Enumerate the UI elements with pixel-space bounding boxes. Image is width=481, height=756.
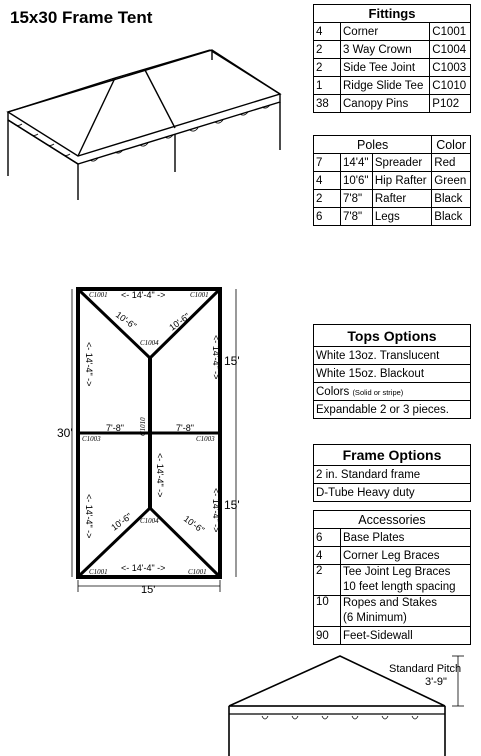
poles-color-header: Color [432, 136, 471, 154]
table-row: 4 Corner Leg Braces [314, 547, 471, 565]
dim-half-length: 15' [224, 498, 240, 512]
dim-hip: 10'-6" [181, 513, 207, 536]
dim-hip: 10'-6" [109, 511, 134, 533]
table-row: Expandable 2 or 3 pieces. [314, 401, 471, 419]
ridge-tee-label: C1010 [139, 417, 147, 436]
fittings-header: Fittings [314, 5, 471, 23]
page-title: 15x30 Frame Tent [10, 8, 153, 27]
dim-side-spreader: <- 14'-4" -> [84, 342, 94, 387]
table-row: D-Tube Heavy duty [314, 484, 471, 502]
tee-label: C1003 [82, 435, 101, 443]
floor-plan [57, 289, 240, 596]
table-row: 7 14'4" Spreader Red [314, 154, 471, 172]
table-row: 4 10'6" Hip Rafter Green [314, 172, 471, 190]
dim-width: 15' [141, 584, 156, 596]
table-row: 2 Tee Joint Leg Braces 10 feet length spacing [314, 565, 471, 596]
dim-hip: 10'-6" [167, 311, 192, 333]
corner-label: C1001 [188, 568, 207, 576]
colors-note: (Solid or stripe) [352, 387, 404, 397]
dim-hip: 10'-6" [113, 309, 139, 332]
tent-illustration [8, 50, 280, 200]
dim-side-spreader: <- 14'-4" -> [211, 488, 221, 533]
pitch-label: Standard Pitch [389, 663, 462, 675]
table-row: 10 Ropes and Stakes (6 Minimum) [314, 596, 471, 627]
table-row: 2 7'8" Rafter Black [314, 190, 471, 208]
dim-rafter: 7'-8" [106, 423, 124, 433]
table-row: 1 Ridge Slide Tee C1010 [314, 77, 471, 95]
corner-label: C1001 [89, 291, 108, 299]
corner-label: C1001 [190, 291, 209, 299]
table-row: White 15oz. Blackout [314, 365, 471, 383]
dim-rafter: 7'-8" [176, 423, 194, 433]
crown-label: C1004 [140, 339, 159, 347]
table-row: 6 Base Plates [314, 529, 471, 547]
accessories-header: Accessories [314, 511, 471, 529]
table-row: 90 Feet-Sidewall [314, 627, 471, 645]
frame-header: Frame Options [314, 445, 471, 466]
pitch-value: 3'-9" [425, 676, 447, 688]
dim-spreader-bottom: <- 14'-4" -> [121, 563, 166, 573]
dim-side-spreader: <- 14'-4" -> [84, 494, 94, 539]
table-row: 38 Canopy Pins P102 [314, 95, 471, 113]
table-row: 6 7'8" Legs Black [314, 208, 471, 226]
dim-length: 30' [57, 426, 73, 440]
table-row: 2 in. Standard frame [314, 466, 471, 484]
table-row: 2 3 Way Crown C1004 [314, 41, 471, 59]
dim-ridge: <- 14'-4" -> [155, 453, 165, 498]
table-row: 4 Corner C1001 [314, 23, 471, 41]
poles-header: Poles [314, 136, 432, 154]
tee-label: C1003 [196, 435, 215, 443]
colors-label: Colors [316, 385, 350, 398]
dim-side-spreader: <- 14'-4" -> [211, 335, 221, 380]
crown-label: C1004 [140, 517, 159, 525]
tops-header: Tops Options [314, 325, 471, 347]
dim-spreader-top: <- 14'-4" -> [121, 290, 166, 300]
table-row: White 13oz. Translucent [314, 347, 471, 365]
corner-label: C1001 [89, 568, 108, 576]
dim-half-length: 15' [224, 354, 240, 368]
table-row: 2 Side Tee Joint C1003 [314, 59, 471, 77]
